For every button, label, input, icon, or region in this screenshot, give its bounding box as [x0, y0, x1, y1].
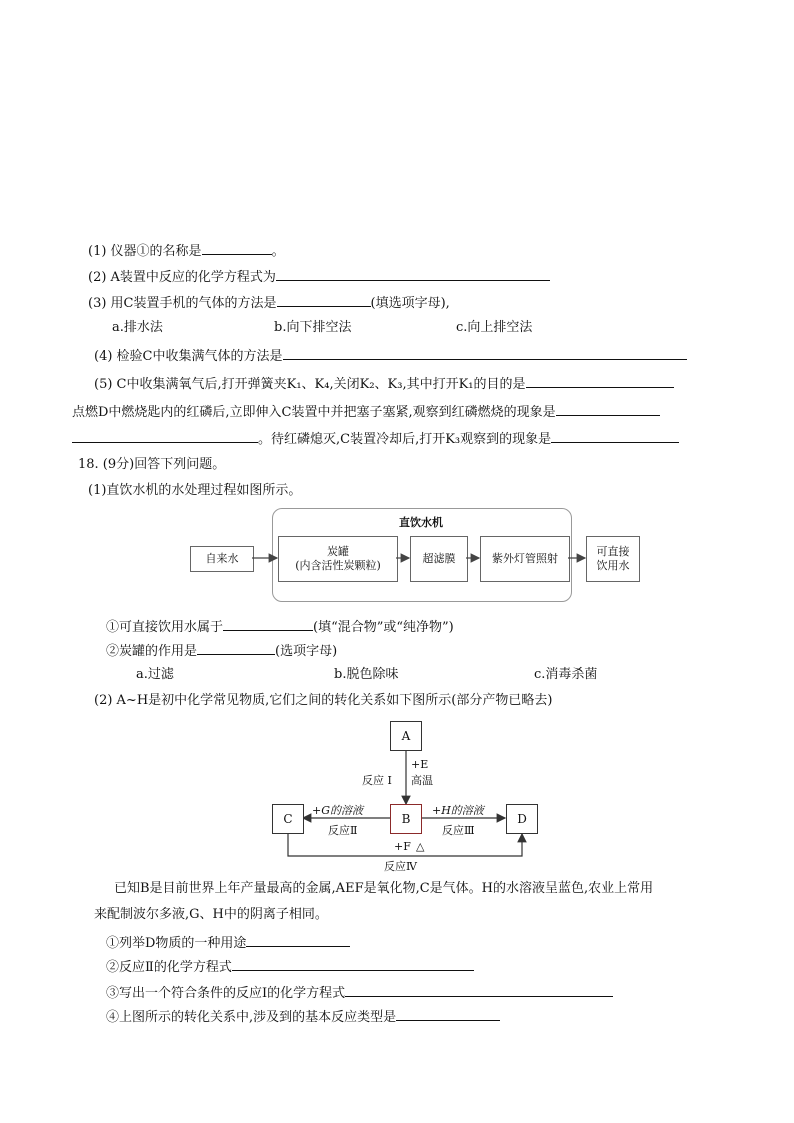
node-d: D	[506, 804, 538, 834]
tap-water-box: 自来水	[190, 546, 254, 572]
answer-blank[interactable]	[345, 982, 613, 997]
answer-blank[interactable]	[396, 1006, 500, 1021]
label-delta: △	[416, 840, 425, 853]
label-high-temp: 高温	[411, 774, 433, 787]
q18-answer-4: ④上图所示的转化关系中,涉及到的基本反应类型是	[106, 1006, 500, 1027]
water-process-figure	[186, 506, 648, 606]
carbon-tank-box: 炭罐 (内含活性炭颗粒)	[278, 536, 398, 582]
label-plus-e: +E	[411, 758, 429, 771]
answer-blank[interactable]	[232, 956, 474, 971]
q18-sub1: ①可直接饮用水属于 (填“混合物”或“纯净物”)	[106, 616, 454, 637]
answer-blank[interactable]	[283, 345, 687, 360]
answer-blank[interactable]	[551, 428, 679, 443]
q18-part2-intro: (2) A~H是初中化学常见物质,它们之间的转化关系如下图所示(部分产物已略去)	[94, 693, 553, 708]
q18-known-1: 已知B是目前世界上年产量最高的金属,AEF是氧化物,C是气体。H的水溶液呈蓝色,农业上常用	[114, 881, 654, 896]
q17-option-b: b.向下排空法	[274, 320, 352, 335]
q18-sub2: ②炭罐的作用是 (选项字母)	[106, 640, 337, 661]
q18-part1-intro: (1)直饮水机的水处理过程如图所示。	[88, 483, 302, 498]
q18-known-2: 来配制波尔多液,G、H中的阴离子相同。	[94, 907, 328, 922]
uv-lamp-box: 紫外灯管照射	[480, 536, 570, 582]
q18-choice-a: a.过滤	[136, 667, 174, 682]
node-b: B	[390, 804, 422, 834]
answer-blank[interactable]	[526, 373, 674, 388]
answer-blank[interactable]	[72, 428, 258, 443]
label-plus-g: +G的溶液	[312, 804, 364, 817]
flow-arrows	[186, 506, 648, 606]
dispenser-title: 直饮水机	[399, 516, 443, 529]
label-reaction-4: 反应Ⅳ	[384, 860, 417, 873]
answer-blank[interactable]	[202, 240, 272, 255]
answer-blank[interactable]	[277, 292, 371, 307]
q17-line-7: 。待红磷熄灭,C装置冷却后,打开K₃观察到的现象是	[72, 428, 679, 449]
q17-line-1: (1) 仪器①的名称是 。	[88, 240, 285, 261]
answer-blank[interactable]	[197, 640, 275, 655]
q18-title: 18. (9分)回答下列问题。	[78, 457, 226, 472]
node-a: A	[390, 721, 422, 751]
q17-line-6: 点燃D中燃烧匙内的红磷后,立即伸入C装置中并把塞子塞紧,观察到红磷燃烧的现象是	[72, 401, 660, 422]
answer-blank[interactable]	[556, 401, 660, 416]
answer-blank[interactable]	[223, 616, 313, 631]
q18-answer-1: ①列举D物质的一种用途	[106, 932, 350, 953]
answer-blank[interactable]	[276, 266, 550, 281]
label-reaction-3: 反应Ⅲ	[442, 824, 475, 837]
q18-choice-c: c.消毒杀菌	[534, 667, 598, 682]
node-c: C	[272, 804, 304, 834]
q17-line-4: (4) 检验C中收集满气体的方法是	[94, 345, 687, 366]
ultrafiltration-box: 超滤膜	[410, 536, 468, 582]
q17-option-a: a.排水法	[112, 320, 163, 335]
label-reaction-2: 反应Ⅱ	[328, 824, 358, 837]
label-plus-h: +H的溶液	[432, 804, 484, 817]
drinking-water-box: 可直接 饮用水	[586, 536, 640, 582]
label-plus-f: +F	[394, 840, 411, 853]
q17-line-2: (2) A装置中反应的化学方程式为	[88, 266, 550, 287]
q17-line-3: (3) 用C装置手机的气体的方法是 (填选项字母),	[88, 292, 450, 313]
reaction-diagram	[266, 718, 542, 873]
answer-blank[interactable]	[246, 932, 350, 947]
q18-answer-2: ②反应Ⅱ的化学方程式	[106, 956, 474, 977]
q18-answer-3: ③写出一个符合条件的反应Ⅰ的化学方程式	[106, 982, 613, 1003]
label-reaction-1: 反应 I	[362, 774, 392, 787]
q17-option-c: c.向上排空法	[456, 320, 533, 335]
q17-line-5: (5) C中收集满氧气后,打开弹簧夹K₁、K₄,关闭K₂、K₃,其中打开K₁的目的是	[94, 373, 674, 394]
q18-choice-b: b.脱色除味	[334, 667, 399, 682]
